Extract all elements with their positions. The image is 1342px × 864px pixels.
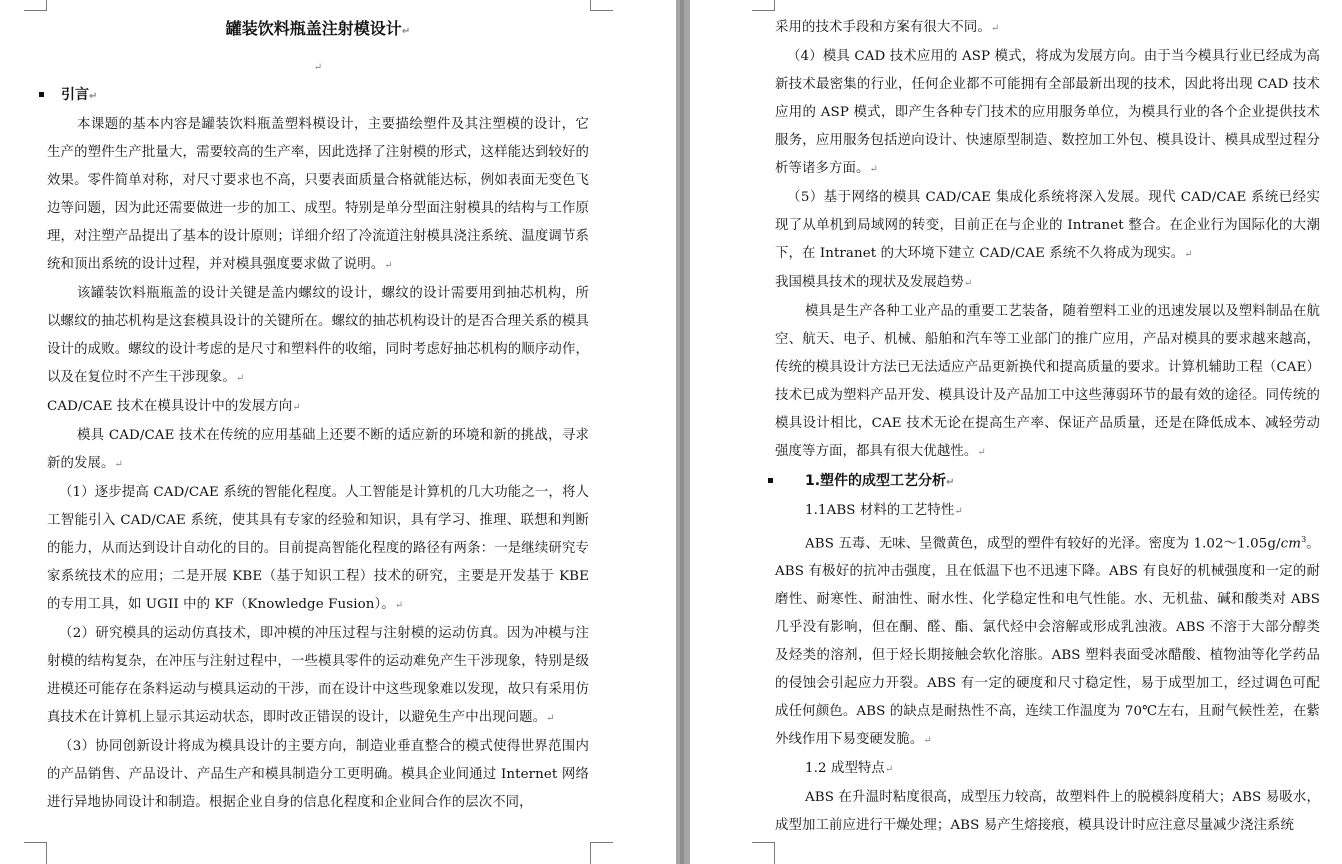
page-gutter: [676, 0, 690, 864]
list-bullet-icon: [768, 478, 773, 483]
corner-mark: [752, 0, 775, 11]
empty-paragraph: ↵: [313, 62, 323, 73]
paragraph: ABS 在升温时粘度很高，成型压力较高，故塑料件上的脱模斜度稍大；ABS 易吸水，成型加工前应进行干燥处理；ABS 易产生熔接痕，模具设计时应注意尽量减少浇注系统: [775, 790, 1320, 834]
corner-mark: [590, 842, 613, 864]
section-heading-intro: 引言↵: [47, 81, 589, 111]
document-title: 罐装饮料瓶盖注射模设计↵: [225, 19, 411, 38]
corner-mark: [590, 0, 613, 11]
document-page-right[interactable]: [690, 0, 1342, 864]
paragraph: 模具 CAD/CAE 技术在传统的应用基础上还要不断的适应新的环境和新的挑战，寻求新的发展。↵: [47, 428, 589, 471]
corner-mark: [24, 0, 47, 11]
paragraph: （2）研究模具的运动仿真技术，即冲模的冲压过程与注射模的运动仿真。因为冲模与注射模的结构复杂，在冲压与注射过程中，一些模具零件的运动难免产生干涉现象，特别是级进模还可能存在条料运动与模具运动的干涉，而在设计中这些现象难以发现，故只有采用仿真技术在计算机上显示其运动状态，即时改正错误的设计，以避免生产中出现问题。↵: [47, 626, 589, 725]
corner-mark: [24, 842, 47, 864]
list-bullet-icon: [39, 92, 44, 97]
paragraph: （4）模具 CAD 技术应用的 ASP 模式，将成为发展方向。由于当今模具行业已经成为高新技术最密集的行业，任何企业都不可能拥有全部最新出现的技术，因此将出现 CAD 技术应用的 ASP 模式，即产生各种专门技术的应用服务单位，为模具行业的各个企业提供技术服务，应用服务包括逆向设计、快速原型制造、数控加工外包、模具设计、模具成型过程分析等诸多方面。↵: [775, 49, 1320, 176]
paragraph: 该罐装饮料瓶瓶盖的设计关键是盖内螺纹的设计，螺纹的设计需要用到抽芯机构，所以螺纹的抽芯机构是这套模具设计的关键所在。螺纹的抽芯机构设计的是否合理关系的模具设计的成败。螺纹的设计考虑的是尺寸和塑料件的收缩，同时考虑好抽芯机构的顺序动作，以及在复位时不产生干涉现象。↵: [47, 286, 589, 385]
subheading: 我国模具技术的现状及发展趋势↵: [775, 275, 973, 290]
subheading: CAD/CAE 技术在模具设计中的发展方向↵: [47, 399, 301, 414]
subsection-heading: 1.2 成型特点↵: [805, 761, 894, 777]
paragraph: （5）基于网络的模具 CAD/CAE 集成化系统将深入发展。现代 CAD/CAE 系统已经实现了从单机到局域网的转变，目前正在与企业的 Intranet 整合。在企业行为国际化的大潮下，在 Intranet 的大环境下建立 CAD/CAE 系统不久将成为现实。↵: [775, 190, 1320, 261]
subsection-heading: 1.1ABS 材料的工艺特性↵: [805, 503, 963, 518]
paragraph: ABS 有极好的抗冲击强度，且在低温下也不迅速下降。ABS 有良好的机械强度和一定的耐磨性、耐寒性、耐油性、耐水性、化学稳定性和电气性能。水、无机盐、碱和酸类对 ABS 几乎没有影响，但在酮、醛、酯、氯代烃中会溶解或形成乳浊液。ABS 不溶于大部分醇类及烃类的溶剂，但于烃长期接触会软化溶胀。ABS 塑料表面受冰醋酸、植物油等化学药品的侵蚀会引起应力开裂。ABS 有一定的硬度和尺寸稳定性，易于成型加工，经过调色可配成任何颜色。ABS 的缺点是耐热性不高，连续工作温度为 70℃左右，且耐气候性差，在紫外线作用下易变硬发脆。↵: [775, 564, 1320, 748]
paragraph: ABS 五毒、无味、呈微黄色，成型的塑件有较好的光泽。密度为 $1.02\sim 1.05g/cm^3$。: [805, 535, 1320, 552]
paragraph: 模具是生产各种工业产品的重要工艺装备，随着塑料工业的迅速发展以及塑料制品在航空、航天、电子、机械、船舶和汽车等工业部门的推广应用，产品对模具的要求越来越高，传统的模具设计方法已无法适应产品更新换代和提高质量的要求。计算机辅助工程（CAE）技术已成为塑料产品开发、模具设计及产品加工中这些薄弱环节的最有效的途径。同传统的模具设计相比，CAE 技术无论在提高生产率、保证产品质量，还是在降低成本、减轻劳动强度等方面，都具有很大优越性。↵: [775, 304, 1320, 459]
section-heading-1: 1.塑件的成型工艺分析↵: [775, 467, 1320, 497]
paragraph: 本课题的基本内容是罐装饮料瓶盖塑料模设计，主要描绘塑件及其注塑模的设计，它生产的塑件生产批量大，需要较高的生产率，因此选择了注射模的形式，这样能达到较好的效果。零件简单对称，对尺寸要求也不高，只要表面质量合格就能达标，例如表面无变色飞边等问题，因为此还需要做进一步的加工、成型。特别是单分型面注射模具的结构与工作原理，对注塑产品提出了基本的设计原则；详细介绍了冷流道注射模具浇注系统、温度调节系统和顶出系统的设计过程，并对模具强度要求做了说明。↵: [47, 117, 589, 272]
paragraph: 采用的技术手段和方案有很大不同。↵: [775, 20, 1000, 35]
paragraph: （1）逐步提高 CAD/CAE 系统的智能化程度。人工智能是计算机的几大功能之一，将人工智能引入 CAD/CAE 系统，使其具有专家的经验和知识，具有学习、推理、联想和判断的能力，从而达到设计自动化的目的。目前提高智能化程度的路径有两条：一是继续研究专家系统技术的应用；二是开展 KBE（基于知识工程）技术的研究，主要是开发基于 KBE 的专用工具，如 UGII 中的 KF（Knowledge Fusion）。↵: [47, 485, 589, 612]
paragraph: （3）协同创新设计将成为模具设计的主要方向，制造业垂直整合的模式使得世界范围内的产品销售、产品设计、产品生产和模具制造分工更明确。模具企业间通过 Internet 网络进行异地协同设计和制造。根据企业自身的信息化程度和企业间合作的层次不同，: [47, 739, 589, 810]
corner-mark: [752, 842, 775, 864]
